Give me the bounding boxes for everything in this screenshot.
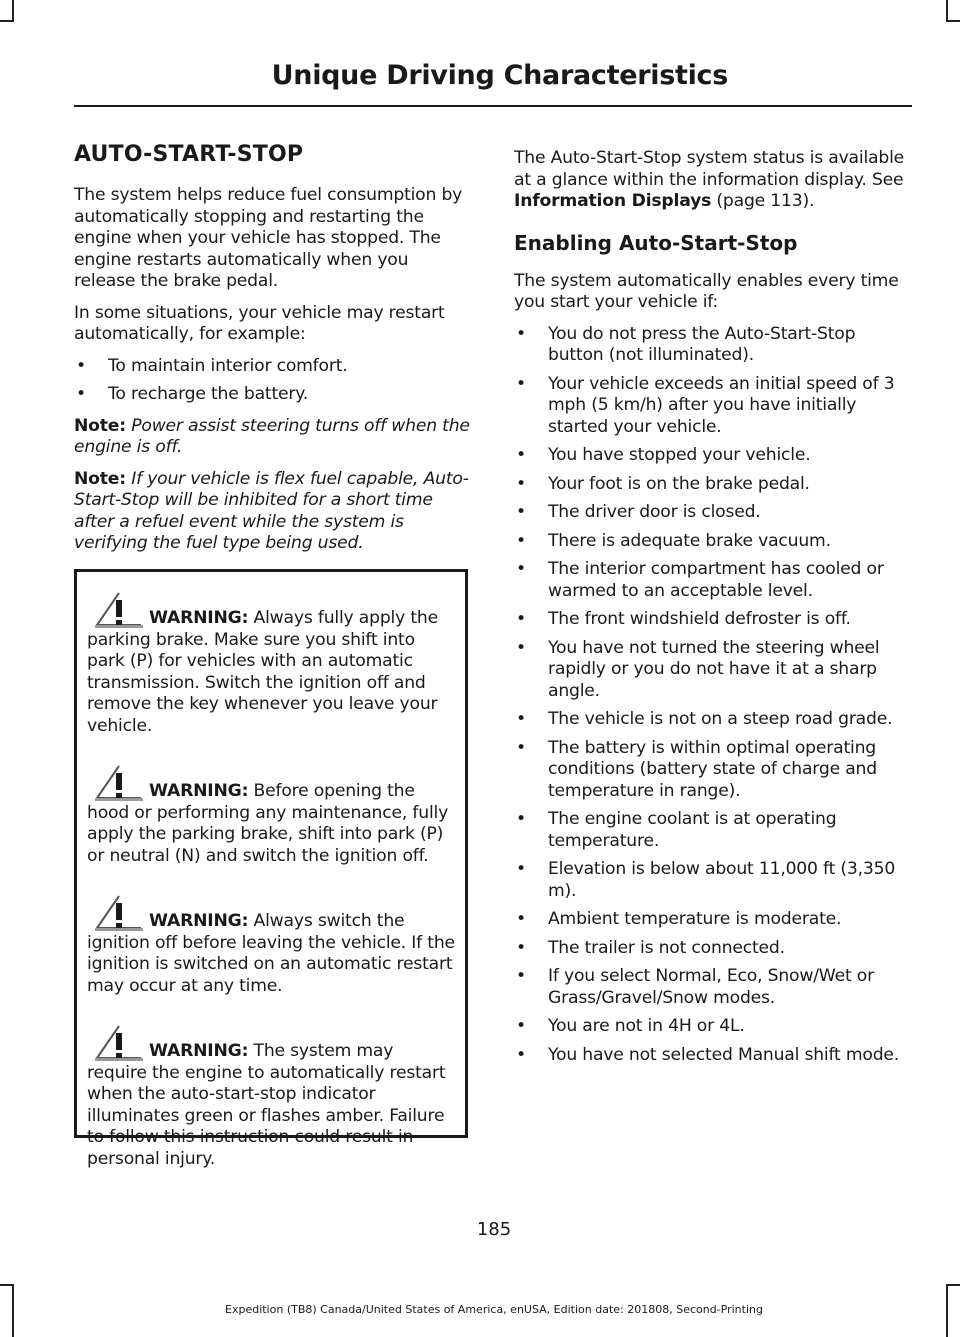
bullet-icon: • [516, 1016, 526, 1036]
bullet-icon: • [516, 1044, 526, 1065]
warning-triangle-icon [93, 590, 145, 630]
note-power-steering [74, 416, 474, 459]
crop-mark [0, 20, 14, 22]
warning-item [87, 911, 457, 997]
list-item: • You have stopped your vehicle. [516, 445, 811, 465]
warning-label: WARNING: [149, 911, 249, 931]
crop-mark [0, 1284, 14, 1286]
note-flex-fuel [74, 469, 474, 555]
list-item: • The driver door is closed. [516, 502, 761, 522]
bullet-icon: • [516, 709, 526, 729]
warning-triangle-icon [93, 763, 145, 803]
warning-triangle-icon [93, 1023, 145, 1063]
subsection-heading: Enabling Auto-Start-Stop [514, 230, 798, 255]
crop-mark [946, 20, 960, 22]
warning-item [87, 608, 457, 737]
note-text: Power assist steering turns off when the engine is off. [74, 415, 470, 457]
list-item: • Elevation is below about 11,000 ft (3,350 m). [516, 859, 896, 901]
bullet-icon: • [516, 323, 526, 344]
situations-list [74, 356, 474, 406]
warning-text: Always fully apply the parking brake. Make sure you shift into park (P) for vehicles with an automatic transmission. Switch the ignition off and remove the key whenever you leave your vehicle. [87, 608, 438, 736]
note-label: Note: [74, 468, 126, 489]
list-item: • You have not turned the steering wheel rapidly or you do not have it at a sharp angle. [516, 637, 880, 701]
bullet-icon: • [516, 909, 526, 929]
warning-triangle-icon [93, 893, 145, 933]
warning-box [74, 569, 468, 1169]
warning-label: WARNING: [149, 608, 249, 628]
list-item: • The interior compartment has cooled or warmed to an acceptable level. [516, 559, 884, 601]
bullet-icon: • [516, 609, 526, 629]
crop-mark [946, 0, 948, 22]
list-item: • To recharge the battery. [76, 384, 309, 404]
intro-paragraph: The system helps reduce fuel consumption by automatically stopping and restarting the engine when your vehicle has stopped. The engine restarts automatically when you release the brake pedal. [74, 185, 463, 291]
bullet-icon: • [76, 355, 86, 376]
conditions-list [514, 324, 908, 1067]
page-number: 185 [476, 1219, 512, 1240]
bullet-icon: • [516, 559, 526, 579]
bullet-icon: • [76, 384, 86, 404]
header-divider [74, 105, 912, 107]
warning-label: WARNING: [149, 1041, 249, 1061]
page-header-title: Unique Driving Characteristics [271, 60, 728, 91]
bullet-icon: • [516, 530, 526, 551]
list-item: • The battery is within optimal operating conditions (battery state of charge and temperature in range). [516, 737, 877, 801]
bullet-icon: • [516, 473, 526, 494]
bullet-icon: • [516, 809, 526, 829]
list-item: • You have not selected Manual shift mode. [516, 1044, 900, 1065]
warning-text: Always switch the ignition off before leaving the vehicle. If the ignition is switched on an automatic restart may occur at any time. [87, 911, 455, 996]
list-item: • Ambient temperature is moderate. [516, 909, 842, 929]
bullet-icon: • [516, 637, 526, 658]
list-item: • The front windshield defroster is off. [516, 609, 851, 629]
page-footer: Expedition (TB8) Canada/United States of America, enUSA, Edition date: 201808, Second-Printing [225, 1303, 763, 1316]
warning-item [87, 781, 457, 867]
list-item: • The vehicle is not on a steep road grade. [516, 709, 893, 729]
section-heading: AUTO-START-STOP [74, 142, 304, 167]
note-text: If your vehicle is flex fuel capable, Auto-Start-Stop will be inhibited for a short time after a refuel event while the system is verifying the fuel type being used. [74, 468, 469, 553]
list-item: • Your vehicle exceeds an initial speed of 3 mph (5 km/h) after you have initially started your vehicle. [516, 373, 895, 437]
warning-text: Before opening the hood or performing any maintenance, fully apply the parking brake, shift into park (P) or neutral (N) and switch the ignition off. [87, 781, 449, 866]
right-column [514, 148, 908, 1076]
left-column [74, 142, 474, 565]
status-paragraph: The Auto-Start-Stop system status is available at a glance within the information display. See Information Displays (page 113). [514, 148, 905, 211]
bullet-icon: • [516, 966, 526, 986]
list-item: • There is adequate brake vacuum. [516, 530, 831, 551]
bullet-icon: • [516, 502, 526, 522]
list-item: • If you select Normal, Eco, Snow/Wet or Grass/Gravel/Snow modes. [516, 966, 874, 1008]
bullet-icon: • [516, 737, 526, 758]
list-item: • Your foot is on the brake pedal. [516, 473, 810, 494]
bullet-icon: • [516, 445, 526, 465]
list-item: • The engine coolant is at operating temperature. [516, 809, 837, 851]
bullet-icon: • [516, 859, 526, 879]
bullet-icon: • [516, 373, 526, 394]
list-item: • You are not in 4H or 4L. [516, 1016, 745, 1036]
warning-text: The system may require the engine to automatically restart when the auto-start-stop indicator illuminates green or flashes amber. Failure to follow this instruction could result in personal injury. [87, 1041, 446, 1169]
crop-mark [946, 1284, 960, 1286]
enable-intro-paragraph: The system automatically enables every time you start your vehicle if: [514, 270, 899, 312]
situations-paragraph: In some situations, your vehicle may restart automatically, for example: [74, 302, 445, 344]
list-item: • You do not press the Auto-Start-Stop button (not illuminated). [516, 323, 856, 365]
cross-reference-link[interactable]: Information Displays [514, 191, 712, 211]
list-item: • The trailer is not connected. [516, 937, 785, 958]
warning-item [87, 1041, 457, 1170]
crop-mark [12, 0, 14, 22]
warning-label: WARNING: [149, 781, 249, 801]
list-item: • To maintain interior comfort. [76, 355, 348, 376]
note-label: Note: [74, 415, 126, 436]
bullet-icon: • [516, 937, 526, 958]
